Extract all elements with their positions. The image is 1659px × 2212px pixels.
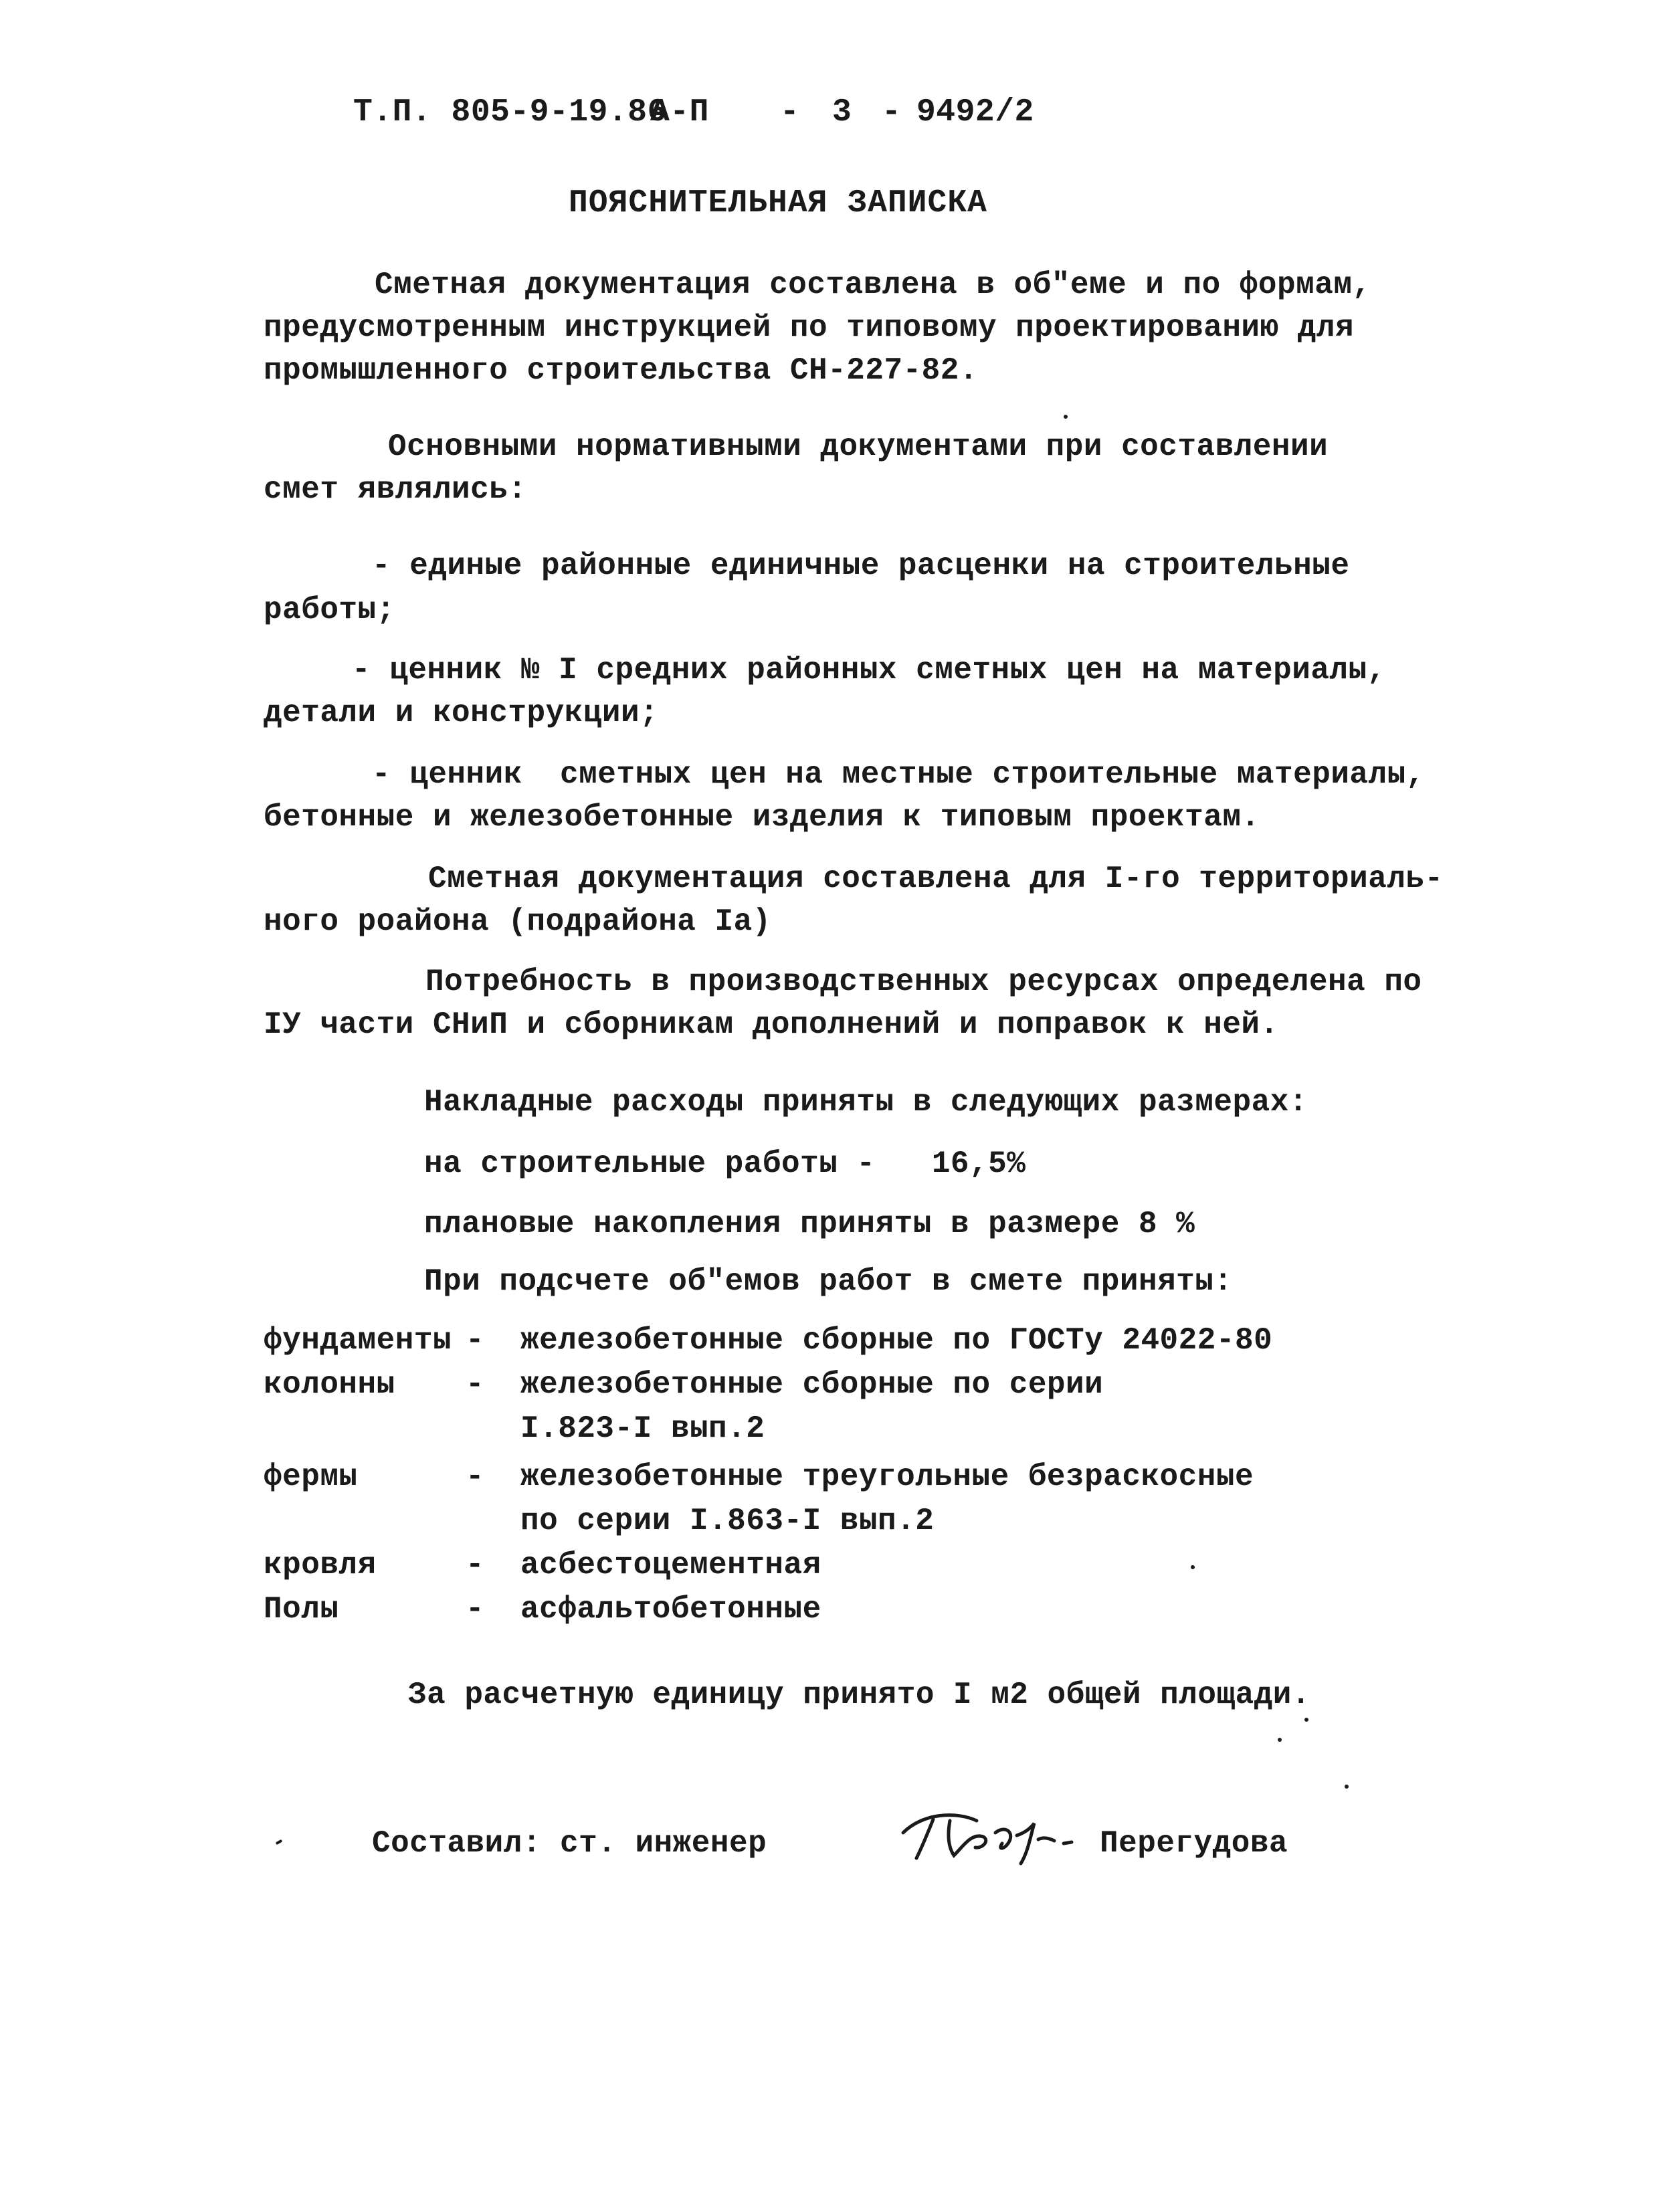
text-line: промышленного строительства СН-227-82.: [264, 353, 978, 388]
engineer-name: Перегудова: [1100, 1826, 1288, 1861]
spec-dash: -: [466, 1323, 485, 1358]
text-line: Основными нормативными документами при составлении: [388, 429, 1329, 464]
spec-term: фермы: [264, 1460, 358, 1494]
text-line: Сметная документация составлена для I-го территориаль-: [428, 862, 1444, 896]
page-number: 3: [832, 94, 852, 130]
text-line: Сметная документация составлена в об"еме и по формам,: [375, 268, 1371, 302]
scan-speck: [1064, 415, 1068, 419]
scan-speck: [1345, 1785, 1349, 1789]
album-label: А-П: [650, 94, 709, 130]
compiled-by-label: Составил: ст. инженер: [372, 1826, 767, 1861]
scan-speck: [1278, 1738, 1282, 1742]
spec-dash: -: [466, 1367, 485, 1402]
scan-speck: [1304, 1718, 1308, 1722]
doc-code: Т.П. 805-9-19.86: [353, 94, 667, 130]
text-line: При подсчете об"емов работ в смете приняты:: [424, 1264, 1233, 1299]
text-line: плановые накопления приняты в размере 8 %: [424, 1207, 1195, 1241]
spec-term: колонны: [264, 1367, 395, 1402]
spec-desc: I.823-I вып.2: [520, 1411, 765, 1446]
spec-desc: по серии I.863-I вып.2: [520, 1504, 935, 1538]
spec-dash: -: [466, 1592, 485, 1627]
spec-desc: железобетонные сборные по серии: [520, 1367, 1104, 1402]
list-item: бетонные и железобетонные изделия к типовым проектам.: [264, 800, 1260, 835]
spec-desc: асфальтобетонные: [520, 1592, 821, 1627]
scan-speck: [1191, 1565, 1195, 1569]
text-line: IУ части СНиП и сборникам дополнений и поправок к ней.: [264, 1007, 1279, 1042]
list-item: работы;: [264, 593, 395, 627]
text-line: на строительные работы - 16,5%: [424, 1146, 1026, 1181]
spec-desc: железобетонные треугольные безраскосные: [520, 1460, 1254, 1494]
scan-speck: [276, 1839, 283, 1845]
text-line: Потребность в производственных ресурсах определена по: [425, 965, 1422, 999]
spec-desc: асбестоцементная: [520, 1548, 821, 1583]
text-line: предусмотренным инструкцией по типовому проектированию для: [264, 310, 1355, 345]
list-item: детали и конструкции;: [264, 696, 659, 730]
list-item: - ценник № I средних районных сметных цен на материалы,: [352, 653, 1386, 688]
inventory-number: 9492/2: [916, 94, 1034, 130]
header-dash: -: [780, 94, 800, 130]
list-item: - ценник сметных цен на местные строительные материалы,: [372, 757, 1425, 792]
spec-dash: -: [466, 1460, 485, 1494]
text-line: смет являлись:: [264, 472, 527, 507]
page-title: ПОЯСНИТЕЛЬНАЯ ЗАПИСКА: [569, 185, 987, 221]
text-line: ного роайона (подрайона Iа): [264, 904, 771, 939]
header-dash: -: [882, 94, 902, 130]
spec-desc: железобетонные сборные по ГОСТу 24022-80: [520, 1323, 1273, 1358]
spec-dash: -: [466, 1548, 485, 1583]
text-line: За расчетную единицу принято I м2 общей площади.: [408, 1678, 1311, 1712]
spec-term: Полы: [264, 1592, 339, 1627]
signature: [896, 1806, 1090, 1866]
spec-term: кровля: [264, 1548, 377, 1583]
spec-term: фундаменты: [264, 1323, 452, 1358]
text-line: Накладные расходы приняты в следующих размерах:: [424, 1085, 1308, 1120]
list-item: - единые районные единичные расценки на строительные: [372, 548, 1350, 583]
